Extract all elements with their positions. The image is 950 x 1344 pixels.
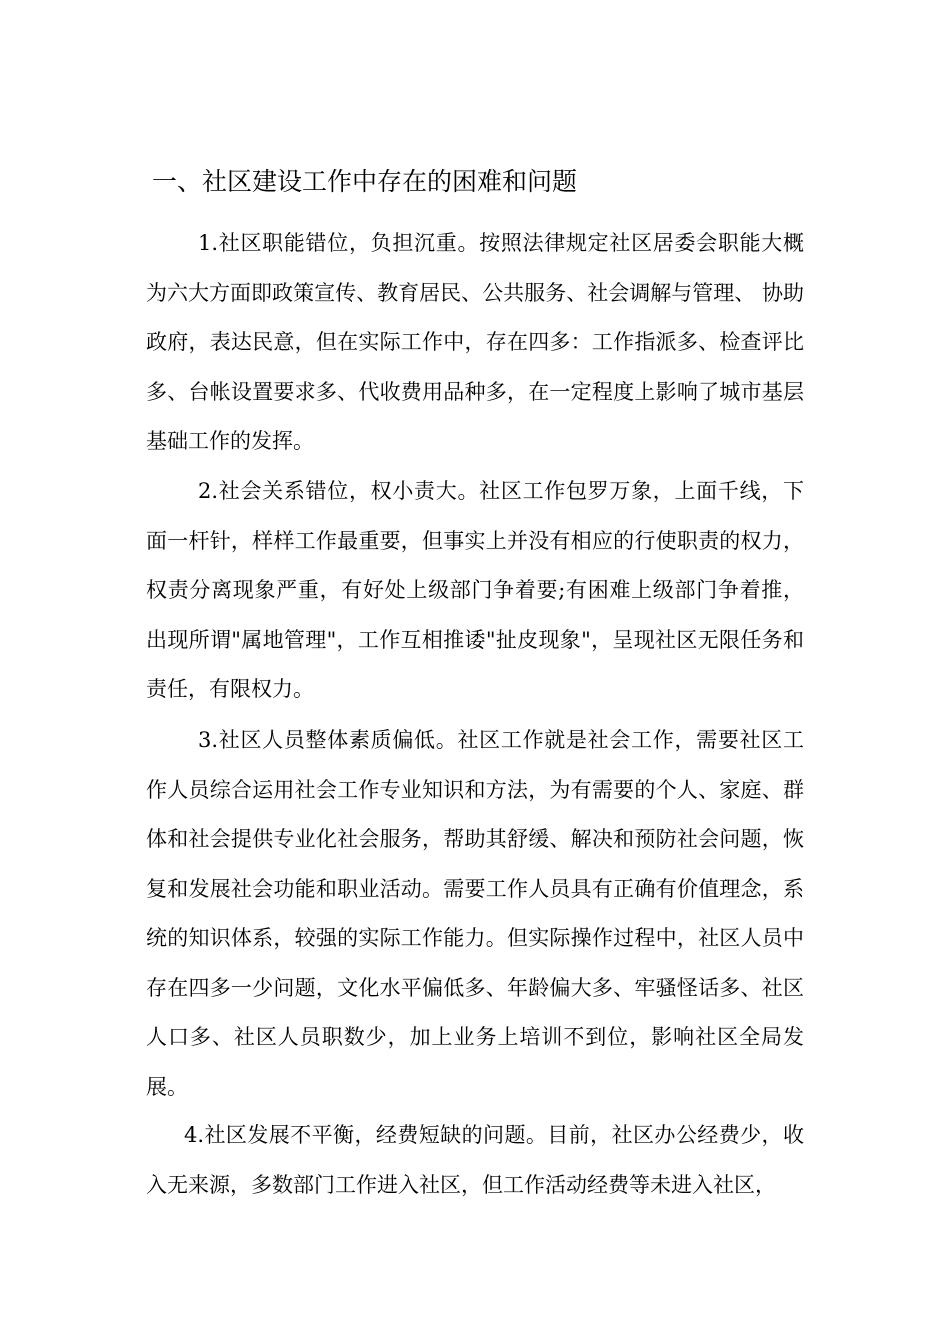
paragraph-2: 2.社会关系错位，权小责大。社区工作包罗万象，上面千线，下面一杆针，样样工作最重要，但事实上并没有相应的行使职责的权力，权责分离现象严重，有好处上级部门争着要;有困难上级部门争着推，出现所谓"属地管理"，工作互相推诿"扯皮现象"，呈现社区无限任务和责任，有限权力。 — [146, 479, 804, 701]
paragraph-4: 4.社区发展不平衡，经费短缺的问题。目前，社区办公经费少，收入无来源，多数部门工作进入社区，但工作活动经费等未进入社区， — [146, 1123, 804, 1197]
section-heading: 一、社区建设工作中存在的困难和问题 — [152, 167, 578, 196]
paragraph-1: 1.社区职能错位，负担沉重。按照法律规定社区居委会职能大概为六大方面即政策宣传、教育居民、公共服务、社会调解与管理、 协助政府，表达民意，但在实际工作中，存在四多：工作指派多、检查评比多、台帐设置要求多、代收费用品种多，在一定程度上影响了城市基层基础工作的发挥。 — [146, 231, 804, 453]
paragraph-3: 3.社区人员整体素质偏低。社区工作就是社会工作，需要社区工作人员综合运用社会工作专业知识和方法，为有需要的个人、家庭、群体和社会提供专业化社会服务，帮助其舒缓、解决和预防社会问题，恢复和发展社会功能和职业活动。需要工作人员具有正确有价值理念，系统的知识体系，较强的实际工作能力。但实际操作过程中，社区人员中存在四多一少问题，文化水平偏低多、年龄偏大多、牢骚怪话多、社区人口多、社区人员职数少，加上业务上培训不到位，影响社区全局发展。 — [146, 728, 804, 1099]
